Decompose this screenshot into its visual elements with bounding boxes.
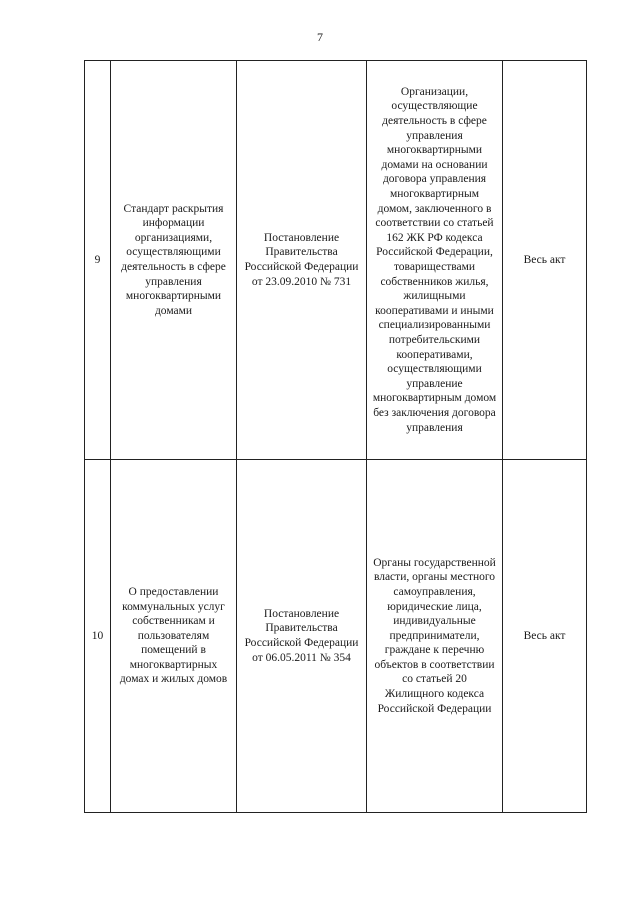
row-number-cell xyxy=(85,460,111,813)
act-title-cell xyxy=(111,460,237,813)
act-reference-cell xyxy=(237,61,367,460)
act-scope-cell xyxy=(503,460,587,813)
act-reference: Постановление Правительства Российской Федерации от 23.09.2010 № 731 xyxy=(244,231,359,288)
table-row xyxy=(85,460,587,813)
row-number-cell xyxy=(85,61,111,460)
act-reference-cell xyxy=(237,460,367,813)
row-number: 10 xyxy=(91,629,104,642)
act-subjects-cell xyxy=(367,61,503,460)
row-number: 9 xyxy=(94,253,101,266)
act-reference: Постановление Правительства Российской Федерации от 06.05.2011 № 354 xyxy=(244,607,359,664)
table-row xyxy=(85,61,587,460)
act-scope: Весь акт xyxy=(523,253,566,266)
act-subjects: Организации, осуществляющие деятельность в сфере управления многоквартирными домами на основании договора управления многоквартирным домом, заключенного в соответствии со статьей 162 ЖК РФ кодекса Российской Федерации, товариществами собственников жилья, жилищными кооперативами и иными специализированными потребительскими кооперативами, осуществляющими управление многоквартирным домом без заключения договора управления xyxy=(372,85,497,434)
act-title: О предоставлении коммунальных услуг собственникам и пользователям помещений в многоквартирных домах и жилых домов xyxy=(119,585,228,686)
act-subjects: Органы государственной власти, органы местного самоуправления, юридические лица, индивидуальные предприниматели, граждане к перечню объектов в соответствии со статьей 20 Жилищного кодекса Российской Федерации xyxy=(373,556,496,715)
act-scope: Весь акт xyxy=(523,629,566,642)
act-title: Стандарт раскрытия информации организациями, осуществляющими деятельность в сфере управления многоквартирными домами xyxy=(121,202,226,317)
page-number: 7 xyxy=(317,30,323,44)
act-subjects-cell xyxy=(367,460,503,813)
legal-acts-table xyxy=(84,60,587,813)
act-scope-cell xyxy=(503,61,587,460)
act-title-cell xyxy=(111,61,237,460)
